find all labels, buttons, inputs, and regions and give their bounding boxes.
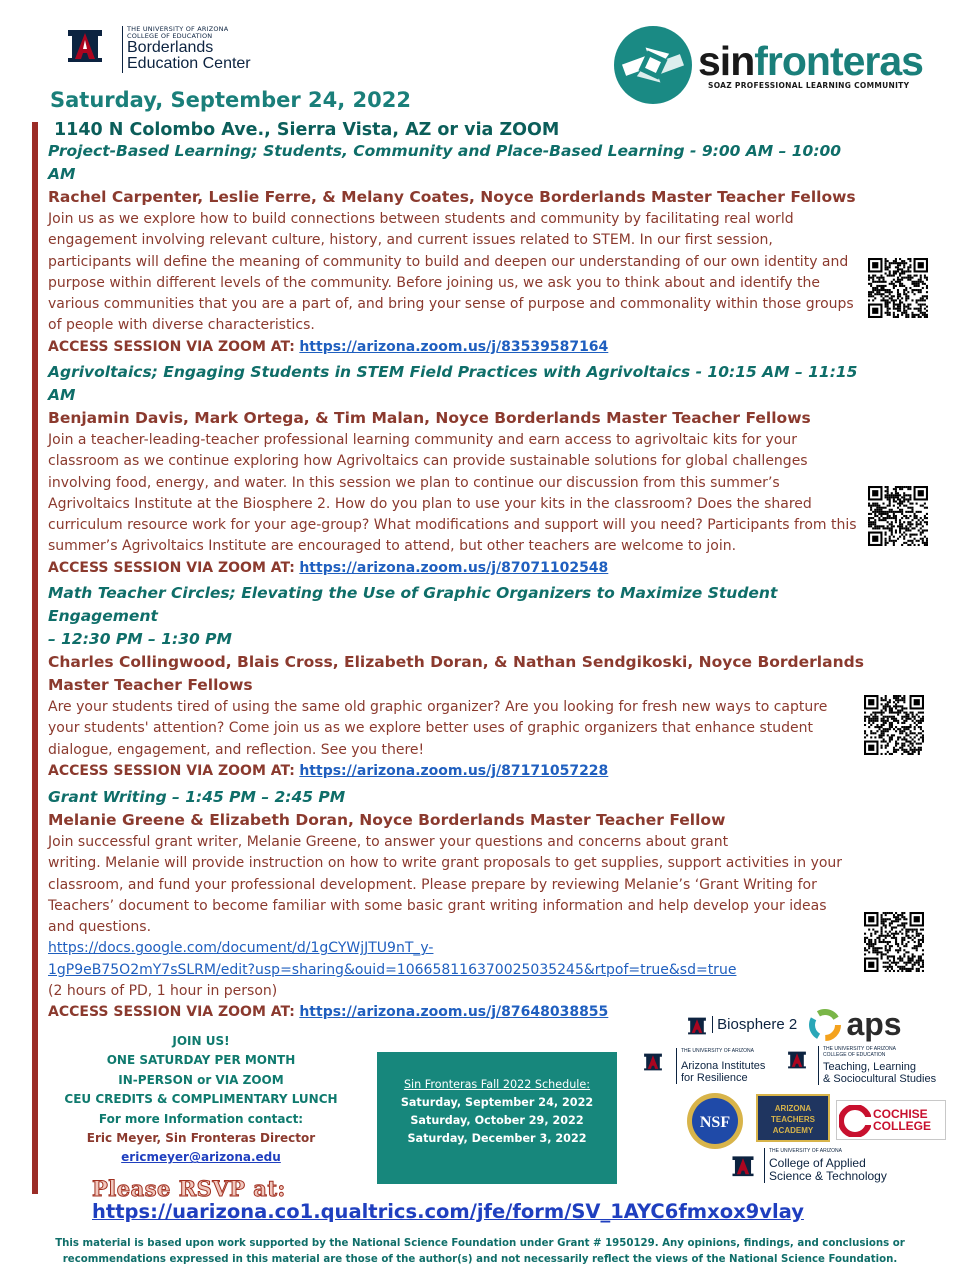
- session-presenters: Melanie Greene & Elizabeth Doran, Noyce Borderlands Master Teacher Fellow: [48, 811, 726, 829]
- ua-small-line1: THE UNIVERSITY OF ARIZONA: [127, 25, 229, 33]
- ua-small-line2: COLLEGE OF EDUCATION: [127, 31, 213, 40]
- ua-a-icon: [686, 1014, 708, 1036]
- join-line4: CEU CREDITS & COMPLIMENTARY LUNCH: [64, 1092, 338, 1107]
- grant-doc-link-line2[interactable]: 1gP9eB75O2mY7sSLRM/edit?usp=sharing&ouid=106658116370025035245&rtpof=true&sd=true: [48, 961, 737, 978]
- contact-name: Eric Meyer, Sin Fronteras Director: [86, 1131, 316, 1146]
- ata-line1: ARIZONA: [774, 1104, 812, 1113]
- session-description-line1: Join successful grant writer, Melanie Greene, to answer your questions and concerns about grant: [48, 834, 729, 850]
- biosphere2-logo: [686, 1014, 797, 1036]
- air-line1: Arizona Institutes: [681, 1060, 766, 1072]
- zoom-access-line: [48, 558, 868, 579]
- event-date: Saturday, September 24, 2022: [50, 88, 412, 112]
- session-project-based-learning: [48, 140, 868, 358]
- tlss-line2: & Sociocultural Studies: [823, 1073, 937, 1085]
- cochise-college-logo: [836, 1100, 946, 1140]
- nsf-seal-logo: [686, 1092, 744, 1150]
- join-us-box: [56, 1032, 346, 1168]
- grant-doc-link-line1[interactable]: https://docs.google.com/document/d/1gCYWjJTU9nT_y-: [48, 940, 434, 957]
- qr-code-session-4[interactable]: [864, 912, 924, 972]
- session-description: writing. Melanie will provide instruction on how to write grant proposals to get supplies, support activities in your classroom, and fund your professional development. Please prepare by reviewing Melanie’s ‘Grant Writing for Teachers’ document to become familiar with some basic grant writing information and help develop your ideas and questions.: [48, 855, 843, 936]
- sf-name-part2: fronteras: [754, 38, 923, 84]
- borderlands-education-center-logo-text: [122, 26, 251, 73]
- cochise-c-icon: [839, 1105, 871, 1137]
- cast-line1: College of Applied: [769, 1156, 866, 1170]
- aps-logo: [808, 1006, 902, 1043]
- qr-code-session-2[interactable]: [868, 486, 928, 546]
- air-line2: for Resilience: [681, 1072, 748, 1084]
- nsf-disclaimer-footer: [40, 1236, 920, 1267]
- zoom-access-label: ACCESS SESSION VIA ZOOM AT:: [48, 559, 295, 576]
- zoom-link[interactable]: https://arizona.zoom.us/j/87071102548: [299, 559, 609, 576]
- session-title: Agrivoltaics; Engaging Students in STEM Field Practices with Agrivoltaics - 10:15 AM – 11:15 AM: [48, 363, 858, 404]
- session-presenters: Benjamin Davis, Mark Ortega, & Tim Malan, Noyce Borderlands Master Teacher Fellows: [48, 409, 811, 427]
- contact-email-link[interactable]: ericmeyer@arizona.edu: [121, 1150, 281, 1165]
- nsf-text: NSF: [699, 1114, 731, 1131]
- rsvp-link[interactable]: https://uarizona.co1.qualtrics.com/jfe/form/SV_1AYC6fmxox9vlay: [92, 1200, 804, 1223]
- sf-subtitle: SOAZ PROFESSIONAL LEARNING COMMUNITY: [708, 81, 910, 90]
- schedule-date-3: Saturday, December 3, 2022: [407, 1132, 587, 1145]
- session-math-teacher-circles: [48, 582, 868, 782]
- join-line3: IN-PERSON or VIA ZOOM: [118, 1072, 284, 1087]
- tlss-line1: Teaching, Learning: [823, 1061, 916, 1073]
- qr-code-session-1[interactable]: [868, 258, 928, 318]
- zoom-access-line: [48, 337, 868, 358]
- ua-a-icon: [642, 1050, 664, 1072]
- tlss-small1: THE UNIVERSITY OF ARIZONA: [823, 1046, 896, 1052]
- ata-line2: TEACHERS: [770, 1115, 815, 1124]
- cast-small: THE UNIVERSITY OF ARIZONA: [769, 1148, 842, 1154]
- footer-line1: This material is based upon work supported by the National Science Foundation under Grant # 1950129. Any opinions, findings, and conclusions or: [55, 1238, 905, 1249]
- schedule-heading: Sin Fronteras Fall 2022 Schedule:: [403, 1078, 591, 1091]
- cochise-line1: COCHISE: [873, 1107, 928, 1121]
- ua-a-icon: [786, 1048, 808, 1070]
- zoom-access-label: ACCESS SESSION VIA ZOOM AT:: [48, 762, 295, 779]
- session-title: Math Teacher Circles; Elevating the Use of Graphic Organizers to Maximize Student Engagement: [48, 584, 778, 625]
- zoom-link[interactable]: https://arizona.zoom.us/j/83539587164: [299, 338, 609, 355]
- arizona-teachers-academy-logo: [756, 1094, 830, 1142]
- join-line2: ONE SATURDAY PER MONTH: [106, 1053, 296, 1068]
- zoom-link[interactable]: https://arizona.zoom.us/j/87648038855: [299, 1004, 609, 1021]
- zoom-link[interactable]: https://arizona.zoom.us/j/87171057228: [299, 762, 609, 779]
- session-agrivoltaics: [48, 361, 868, 579]
- biosphere-label: Biosphere 2: [712, 1016, 797, 1033]
- university-of-arizona-a-logo: [64, 24, 106, 64]
- schedule-date-1: Saturday, September 24, 2022: [400, 1096, 594, 1109]
- schedule-date-2: Saturday, October 29, 2022: [410, 1114, 584, 1127]
- session-description: Join us as we explore how to build connections between students and community by facilitating real world engagement involving relevant culture, history, and current issues related to STEM. In our first session, participants will define the meaning of community to build and deepen our understanding of our own identity and purpose within different levels of the community. Before joining us, we ask you to think about and identify the various communities that you are a part of, and bring your sense of purpose and commonality within those groups of people with diverse characteristics.: [48, 211, 854, 334]
- rsvp-heading: Please RSVP at:: [92, 1176, 286, 1201]
- cochise-line2: COLLEGE: [873, 1119, 932, 1133]
- event-address: 1140 N Colombo Ave., Sierra Vista, AZ or via ZOOM: [54, 120, 560, 140]
- session-presenters: Charles Collingwood, Blais Cross, Elizabeth Doran, & Nathan Sendgikoski, Noyce Borderlands Master Teacher Fellows: [48, 653, 864, 694]
- footer-line2: recommendations expressed in this material are those of the author(s) and not necessarily reflect the views of the National Science Foundation.: [62, 1253, 898, 1265]
- cast-line2: Science & Technology: [769, 1169, 887, 1183]
- ata-line3: ACADEMY: [772, 1126, 814, 1135]
- ua-line1: Borderlands: [127, 38, 214, 56]
- left-accent-rule: [32, 122, 38, 1194]
- session-time: – 12:30 PM – 1:30 PM: [48, 630, 232, 648]
- fall-schedule-box: [377, 1052, 617, 1184]
- session-title: Project-Based Learning; Students, Community and Place-Based Learning - 9:00 AM – 10:00 AM: [48, 142, 842, 183]
- aps-swirl-icon: [808, 1008, 842, 1042]
- sf-name-part1: sin: [698, 38, 755, 84]
- zoom-access-label: ACCESS SESSION VIA ZOOM AT:: [48, 1004, 295, 1021]
- zoom-access-line: [48, 761, 868, 782]
- session-description: Join a teacher-leading-teacher professional learning community and earn access to agrivoltaic kits for your classroom as we continue exploring how Agrivoltaics can provide sustainable solutions for global challenges involving food, energy, and water. In this session we plan to continue our discussion from this summer’s Agrivoltaics Institute at the Biosphere 2. How do you plan to use your kits in the classroom? Does the shared curriculum resource work for your age-group? What modifications and support will you need? Participants from this summer’s Agrivoltaics Institute are encouraged to attend, but other teachers are welcome to join.: [48, 432, 857, 555]
- session-title: Grant Writing – 1:45 PM – 2:45 PM: [48, 788, 346, 806]
- ua-a-icon: [730, 1152, 756, 1178]
- sin-fronteras-wordmark: [698, 38, 923, 85]
- qr-code-session-3[interactable]: [864, 695, 924, 755]
- session-description: Are your students tired of using the same old graphic organizer? Are you looking for fresh new ways to capture your students' attention? Come join us as we explore better uses of graphic organizers that enhance student dialogue, engagement, and reflection. See you there!: [48, 699, 828, 758]
- join-line5: For more Information contact:: [98, 1111, 304, 1126]
- session-presenters: Rachel Carpenter, Leslie Ferre, & Melany Coates, Noyce Borderlands Master Teacher Fellows: [48, 188, 856, 206]
- pd-hours-note: (2 hours of PD, 1 hour in person): [48, 983, 278, 1000]
- aps-wordmark: aps: [846, 1006, 902, 1042]
- zoom-access-label: ACCESS SESSION VIA ZOOM AT:: [48, 338, 295, 355]
- ua-line2: Education Center: [127, 55, 251, 73]
- join-line1: JOIN US!: [172, 1034, 230, 1048]
- sin-fronteras-swirl-logo: [612, 24, 694, 106]
- session-grant-writing: [48, 786, 868, 1024]
- tlss-small2: COLLEGE OF EDUCATION: [823, 1052, 886, 1058]
- air-small: THE UNIVERSITY OF ARIZONA: [681, 1048, 754, 1054]
